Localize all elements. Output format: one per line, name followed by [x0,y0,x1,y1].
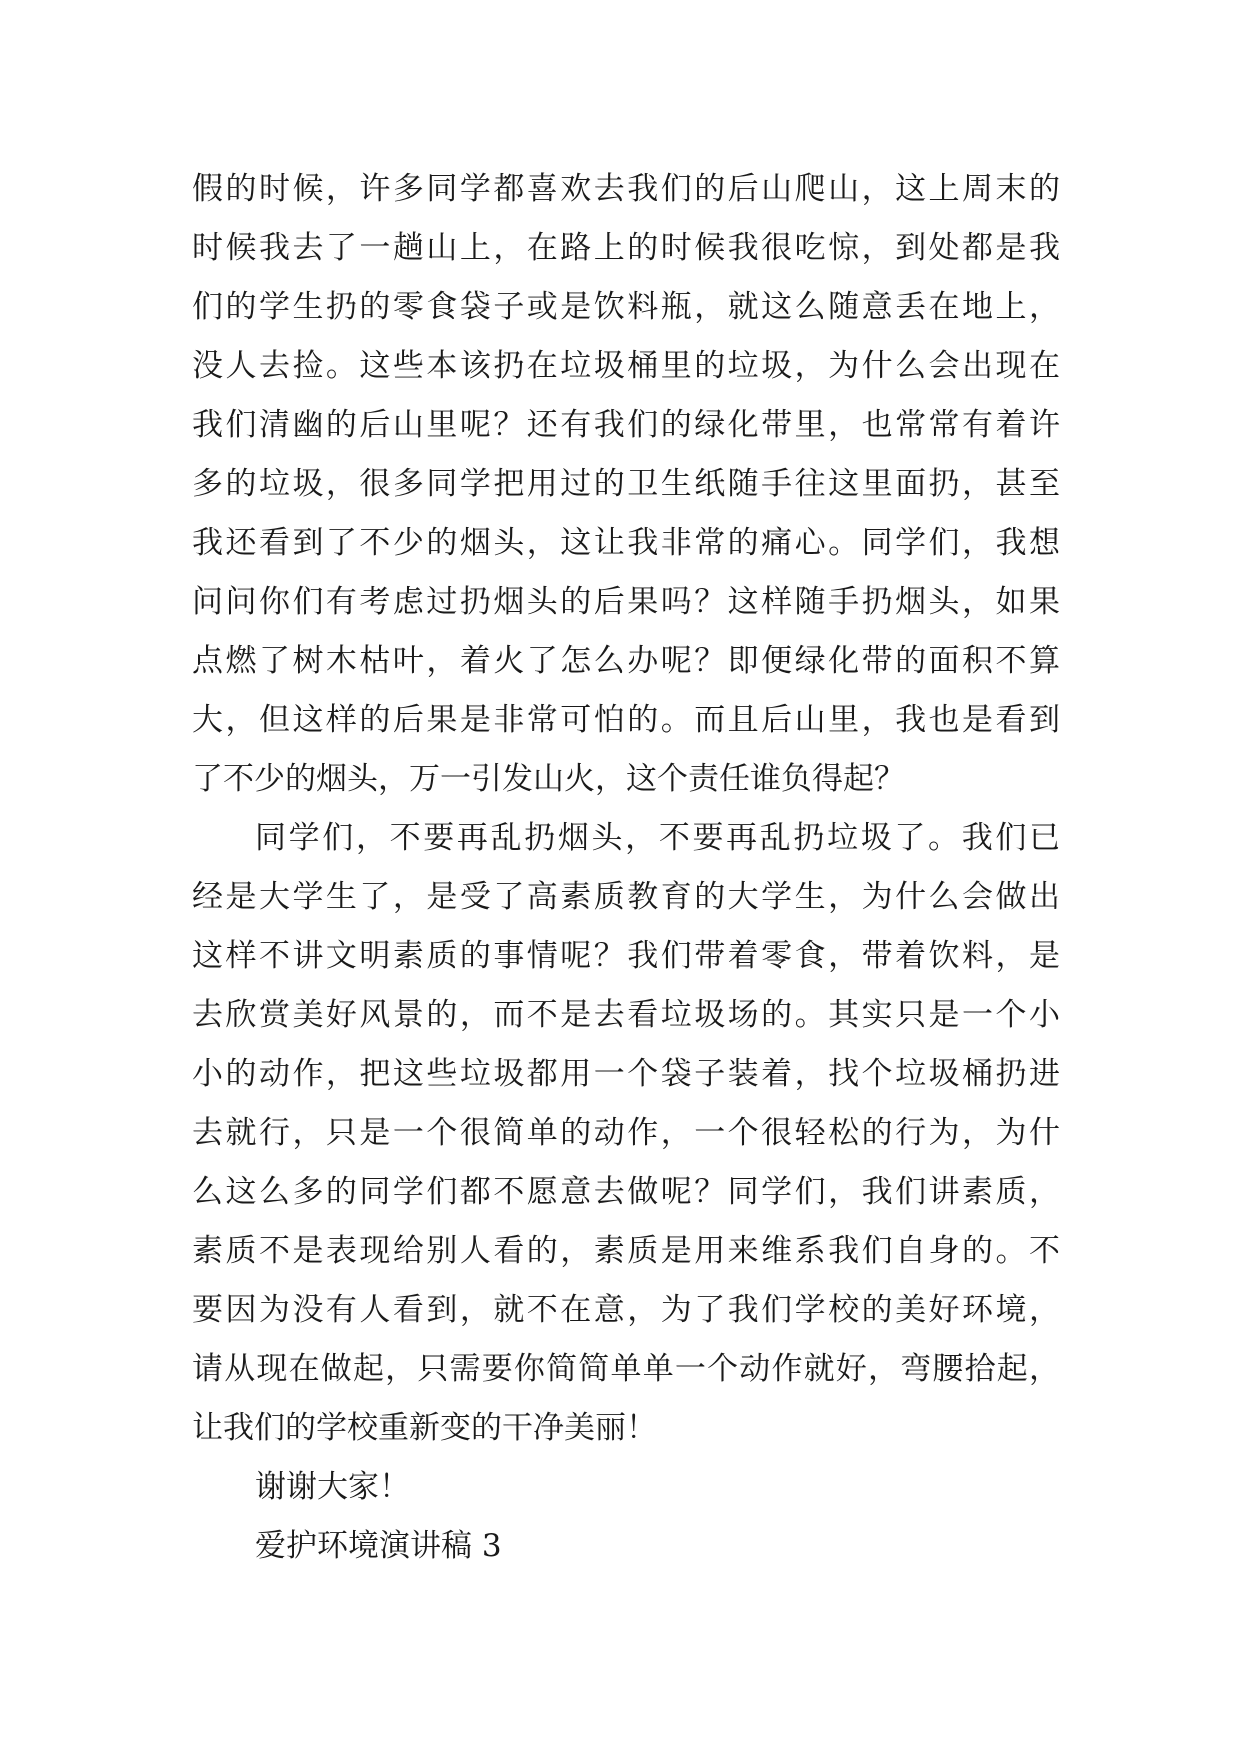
text-line: 问问你们有考虑过扔烟头的后果吗？这样随手扔烟头，如果 [192,584,1060,620]
text-line: 我还看到了不少的烟头，这让我非常的痛心。同学们，我想 [192,525,1060,561]
text-line: 去欣赏美好风景的，而不是去看垃圾场的。其实只是一个小 [192,997,1060,1033]
text-line: 么这么多的同学们都不愿意去做呢？同学们，我们讲素质， [192,1174,1060,1210]
text-line: 去就行，只是一个很简单的动作，一个很轻松的行为，为什 [192,1115,1060,1151]
paragraph-1 [192,160,1060,809]
text-line: 这样不讲文明素质的事情呢？我们带着零食，带着饮料，是 [192,938,1060,974]
text-line: 假的时候，许多同学都喜欢去我们的后山爬山，这上周末的 [192,171,1060,207]
closing-line: 谢谢大家！ [255,1469,410,1505]
text-line: 没人去捡。这些本该扔在垃圾桶里的垃圾，为什么会出现在 [192,348,1060,384]
text-line: 经是大学生了，是受了高素质教育的大学生，为什么会做出 [192,879,1060,915]
document-body [192,160,1060,1576]
text-line: 请从现在做起，只需要你简简单单一个动作就好，弯腰拾起， [192,1351,1060,1387]
text-line: 素质不是表现给别人看的，素质是用来维系我们自身的。不 [192,1233,1060,1269]
text-line: 我们清幽的后山里呢？还有我们的绿化带里，也常常有着许 [192,407,1060,443]
text-line: 要因为没有人看到，就不在意，为了我们学校的美好环境， [192,1292,1060,1328]
text-line: 小的动作，把这些垃圾都用一个袋子装着，找个垃圾桶扔进 [192,1056,1060,1092]
text-line: 让我们的学校重新变的干净美丽！ [192,1410,657,1446]
text-line: 多的垃圾，很多同学把用过的卫生纸随手往这里面扔，甚至 [192,466,1060,502]
text-line: 时候我去了一趟山上，在路上的时候我很吃惊，到处都是我 [192,230,1060,266]
next-speech-heading [192,1517,1060,1576]
text-line: 同学们，不要再乱扔烟头，不要再乱扔垃圾了。我们已 [255,820,1060,856]
text-line: 了不少的烟头，万一引发山火，这个责任谁负得起？ [192,761,905,797]
text-line: 大，但这样的后果是非常可怕的。而且后山里，我也是看到 [192,702,1060,738]
text-line: 们的学生扔的零食袋子或是饮料瓶，就这么随意丢在地上， [192,289,1060,325]
paragraph-2 [192,809,1060,1458]
text-line: 点燃了树木枯叶，着火了怎么办呢？即便绿化带的面积不算 [192,643,1060,679]
closing-paragraph [192,1458,1060,1517]
heading-line: 爱护环境演讲稿 3 [255,1528,502,1564]
